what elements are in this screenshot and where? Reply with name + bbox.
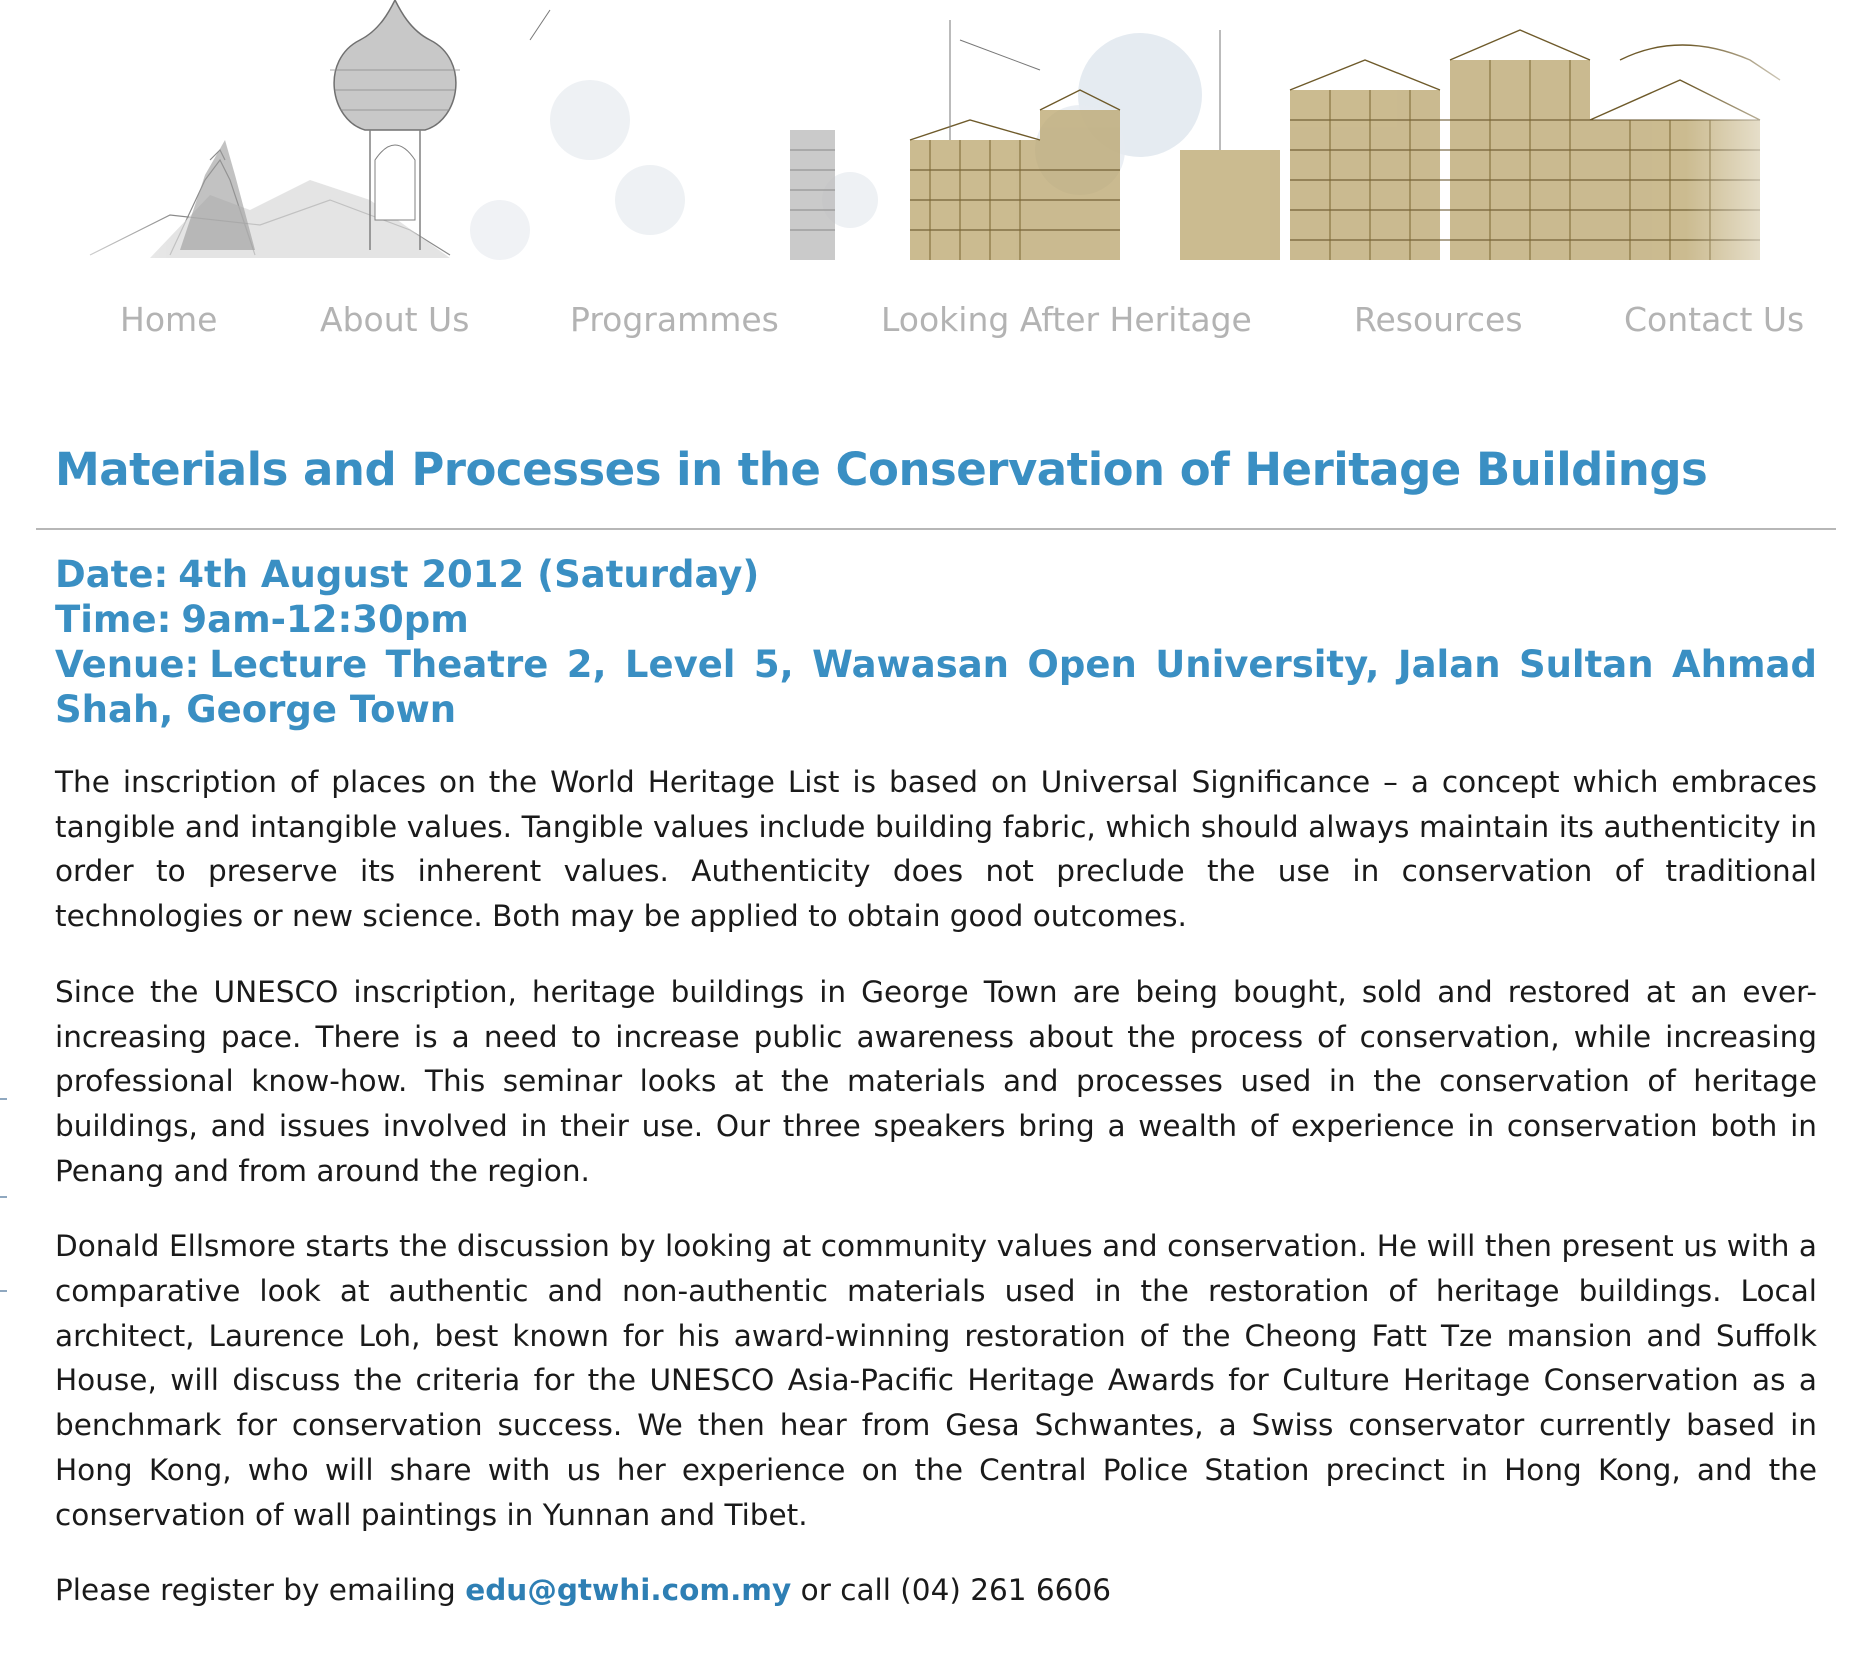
venue-label: Venue: — [55, 643, 200, 686]
nav-about-us[interactable]: About Us — [320, 300, 470, 339]
time-label: Time: — [55, 598, 172, 641]
event-venue — [55, 642, 1817, 732]
margin-mark — [0, 1290, 7, 1292]
margin-mark — [0, 1196, 7, 1198]
registration-line — [55, 1568, 1817, 1613]
main-nav — [0, 300, 1863, 350]
body-paragraph: Since the UNESCO inscription, heritage buildings in George Town are being bought, sold and restored at an ever-increasing pace. There is a need to increase public awareness about the process of conservation, while increasing professional know-how. This seminar looks at the materials and processes used in the conservation of heritage buildings, and issues involved in their use. Our three speakers bring a wealth of experience in conservation both in Penang and from around the region. — [55, 974, 1817, 1188]
date-label: Date: — [55, 553, 169, 596]
header-illustration — [30, 0, 1830, 260]
article-body — [55, 760, 1817, 1644]
register-suffix: or call (04) 261 6606 — [800, 1573, 1111, 1608]
nav-resources[interactable]: Resources — [1354, 300, 1523, 339]
event-time — [55, 597, 1817, 642]
body-paragraph: Donald Ellsmore starts the discussion by looking at community values and conservation. He will then present us with a comparative look at authentic and non-authentic materials used in the restoration of heritage buildings. Local architect, Laurence Loh, best known for his award-winning restoration of the Cheong Fatt Tze mansion and Suffolk House, will discuss the criteria for the UNESCO Asia-Pacific Heritage Awards for Culture Heritage Conservation as a benchmark for conservation success. We then hear from Gesa Schwantes, a Swiss conservator currently based in Hong Kong, who will share with us her experience on the Central Police Station precinct in Hong Kong, and the conservation of wall paintings in Yunnan and Tibet. — [55, 1229, 1817, 1532]
nav-contact-us[interactable]: Contact Us — [1624, 300, 1805, 339]
register-prefix: Please register by emailing — [55, 1573, 456, 1608]
title-divider — [36, 528, 1836, 530]
event-date — [55, 552, 1817, 597]
event-details — [55, 552, 1817, 732]
email-link[interactable]: edu@gtwhi.com.my — [465, 1573, 792, 1608]
page-title: Materials and Processes in the Conservation of Heritage Buildings — [55, 443, 1708, 496]
time-value: 9am-12:30pm — [181, 598, 469, 641]
heritage-buildings-sketch — [30, 0, 1830, 260]
body-paragraph: The inscription of places on the World Heritage List is based on Universal Significance – a concept which embraces tangible and intangible values. Tangible values include building fabric, which should always maintain its authenticity in order to preserve its inherent values. Authenticity does not preclude the use in conservation of traditional technologies or new science. Both may be applied to obtain good outcomes. — [55, 765, 1817, 934]
nav-looking-after-heritage[interactable]: Looking After Heritage — [881, 300, 1252, 339]
venue-value: Lecture Theatre 2, Level 5, Wawasan Open University, Jalan Sultan Ahmad Shah, George Town — [55, 643, 1817, 731]
margin-mark — [0, 1098, 7, 1100]
date-value: 4th August 2012 (Saturday) — [178, 553, 760, 596]
nav-home[interactable]: Home — [120, 300, 218, 339]
nav-programmes[interactable]: Programmes — [570, 300, 779, 339]
